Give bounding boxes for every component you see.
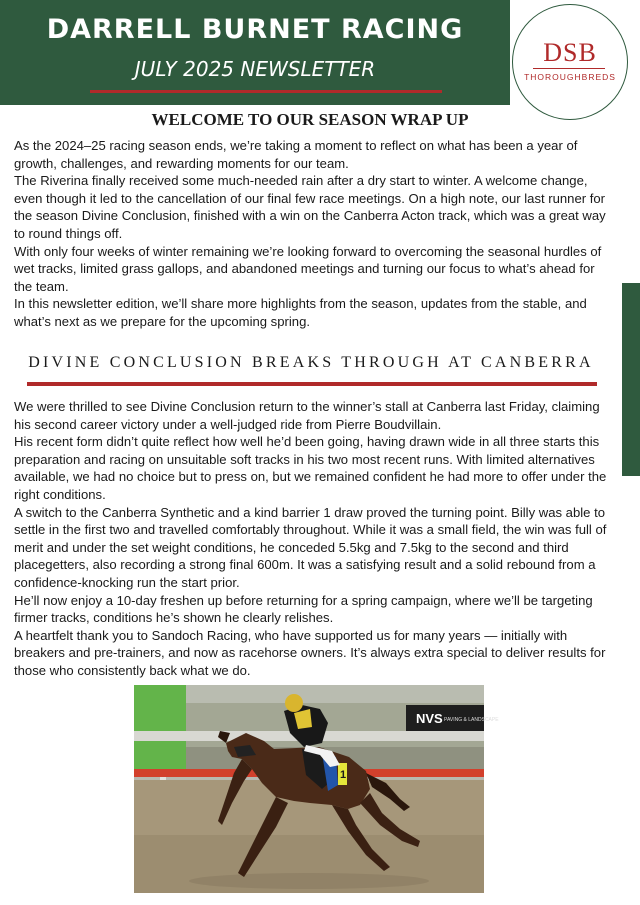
sponsor-sign-subtext: PAVING & LANDSCAPE xyxy=(444,717,499,723)
paragraph: A heartfelt thank you to Sandoch Racing, who have supported us for many years — initially with breakers and pre-trainers, and now as racehorse owners. It’s always extra special to deliver results for those who consistently back what we do. xyxy=(14,627,606,678)
section-title-divine-conclusion: DIVINE CONCLUSION BREAKS THROUGH AT CANBERRA xyxy=(28,354,594,371)
header-banner xyxy=(0,0,510,105)
sponsor-sign-text: NVS xyxy=(416,711,443,726)
paragraph: He’ll now enjoy a 10-day freshen up before returning for a spring campaign, where we’ll be targeting firmer tracks, conditions he’s shown he clearly relishes. xyxy=(14,592,593,626)
newsletter-subtitle: JULY 2025 NEWSLETTER xyxy=(134,57,376,81)
paragraph: With only four weeks of winter remaining we’re looking forward to overcoming the seasonal hurdles of wet tracks, limited grass gallops, and abandoned meetings and turning our focus to what’s ahead for the team. xyxy=(14,243,602,294)
paragraph: His recent form didn’t quite reflect how well he’d been going, having drawn wide in all three starts this preparation and racing on unsuitable soft tracks in his two most recent runs. With limited alternatives available, we had no choice but to press on, but we remained confident he had more to offer under the right conditions. xyxy=(14,434,607,502)
section-body-welcome xyxy=(14,137,614,331)
logo-subtitle: THOROUGHBREDS xyxy=(524,72,616,82)
side-accent-bar xyxy=(622,283,640,476)
paragraph: We were thrilled to see Divine Conclusion return to the winner’s stall at Canberra last Friday, claiming his second career victory under a well-judged ride from Pierre Boudvillain. xyxy=(14,399,600,432)
newsletter-title: DARRELL BURNET RACING xyxy=(46,14,464,45)
paragraph: As the 2024–25 racing season ends, we’re taking a moment to reflect on what has been a year of growth, challenges, and rewarding moments for our team. xyxy=(14,138,578,171)
jockey-helmet xyxy=(285,694,303,712)
header-divider xyxy=(90,90,442,93)
saddlecloth-number: 1 xyxy=(340,769,347,781)
dsb-logo xyxy=(512,4,628,120)
section-divider xyxy=(27,382,597,386)
section-title-welcome: WELCOME TO OUR SEASON WRAP UP xyxy=(151,110,469,129)
section-body-divine-conclusion xyxy=(14,398,616,680)
logo-mark: DSB xyxy=(543,38,597,67)
race-photo xyxy=(134,685,499,893)
paragraph: In this newsletter edition, we’ll share more highlights from the season, updates from the stable, and what’s next as we prepare for the upcoming spring. xyxy=(14,296,587,329)
paragraph: The Riverina finally received some much-needed rain after a dry start to winter. A welcome change, even though it led to the cancellation of our final few race meetings. On a high note, our last runner for the season Divine Conclusion, finished with a win on the Canberra Acton track, which was a great way to round things off. xyxy=(14,173,606,241)
paragraph: A switch to the Canberra Synthetic and a kind barrier 1 draw proved the turning point. Billy was able to settle in the first two and travelled comfortably throughout. While it was a small field, the win was full of merit and under the set weight conditions, he conceded 5.5kg and 7.5kg to the second and third placegetters, also recording a strong final 600m. It was a satisfying result and a solid rebound from a confidence-knocking run the start prior. xyxy=(14,504,607,590)
race-photo-illustration xyxy=(134,685,499,893)
logo-divider xyxy=(533,68,605,69)
